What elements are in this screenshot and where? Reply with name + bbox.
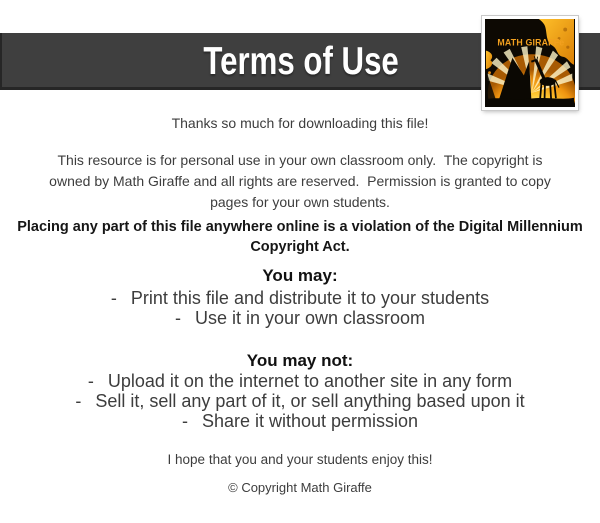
you-may-heading: You may: — [262, 266, 338, 285]
you-may-list — [0, 288, 600, 328]
bullet-dash: - — [75, 391, 82, 411]
list-item — [0, 371, 600, 391]
list-item-text: Share it without permission — [201, 411, 419, 431]
closing-line: I hope that you and your students enjoy this! — [167, 452, 433, 467]
intro-line: Thanks so much for downloading this file! — [171, 115, 429, 131]
math-giraffe-logo-icon — [485, 19, 575, 107]
list-item-text: Upload it on the internet to another site in any form — [107, 371, 513, 391]
logo-brand-text: MATH GIRAFFe — [497, 37, 565, 48]
list-item-text: Print this file and distribute it to your students — [130, 288, 490, 308]
dmca-warning — [0, 217, 600, 257]
usage-paragraph — [0, 150, 600, 213]
you-may-not-heading: You may not: — [246, 351, 354, 370]
usage-line: pages for your own students. — [210, 194, 390, 210]
list-item-text: Sell it, sell any part of it, or sell anything based upon it — [95, 391, 525, 411]
math-giraffe-logo — [482, 16, 578, 110]
list-item — [0, 411, 600, 431]
list-item — [0, 391, 600, 411]
copyright-line: © Copyright Math Giraffe — [228, 480, 372, 495]
usage-line: owned by Math Giraffe and all rights are reserved. Permission is granted to copy — [49, 173, 551, 189]
bullet-dash: - — [87, 371, 94, 391]
bullet-dash: - — [174, 308, 181, 328]
dmca-line: Copyright Act. — [250, 239, 350, 255]
list-item-text: Use it in your own classroom — [194, 308, 426, 328]
list-item — [0, 288, 600, 308]
usage-line: This resource is for personal use in your own classroom only. The copyright is — [57, 152, 543, 168]
dmca-line: Placing any part of this file anywhere online is a violation of the Digital Millennium — [17, 219, 583, 235]
you-may-not-list — [0, 371, 600, 431]
page-title: Terms of Use — [203, 40, 399, 83]
bullet-dash: - — [181, 411, 188, 431]
list-item — [0, 308, 600, 328]
bullet-dash: - — [110, 288, 117, 308]
